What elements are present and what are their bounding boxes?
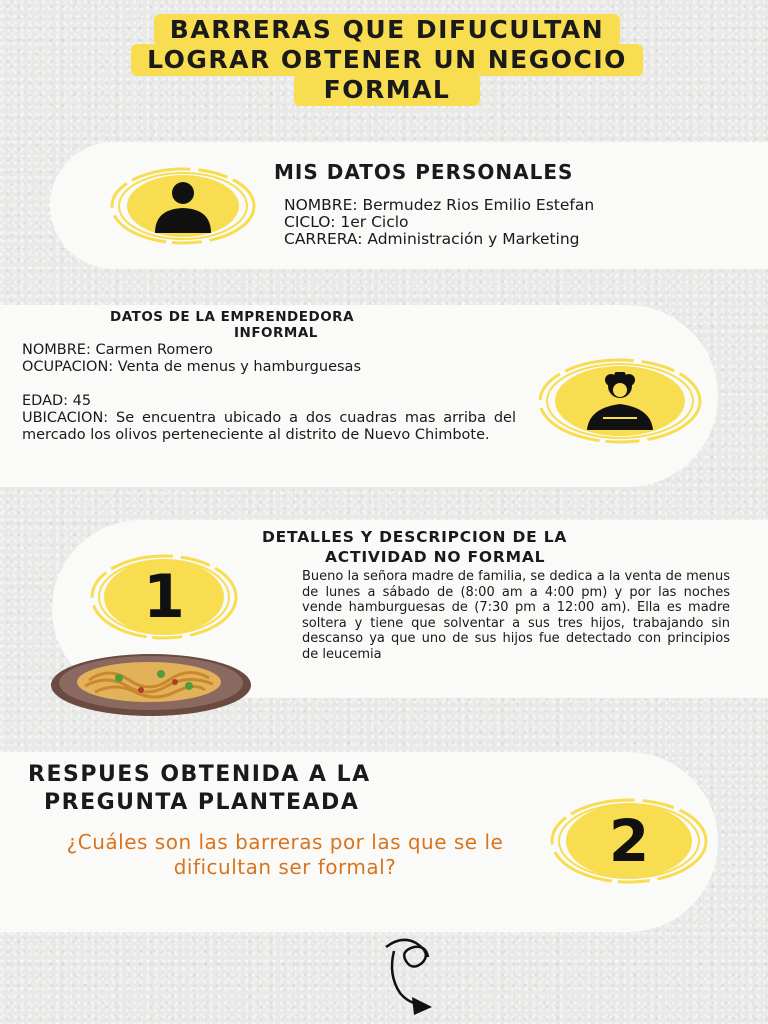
research-question: ¿Cuáles son las barreras por las que se le dificultan ser formal? — [66, 830, 504, 879]
title-line-1: BARRERAS QUE DIFUCULTAN — [154, 14, 620, 46]
personal-heading: MIS DATOS PERSONALES — [274, 160, 574, 184]
curly-arrow-down-icon — [376, 935, 446, 1019]
person-icon — [151, 181, 215, 235]
person-badge — [108, 165, 258, 247]
entrepreneur-heading-1: DATOS DE LA EMPRENDEDORA — [110, 309, 355, 325]
number-one-badge — [88, 552, 240, 642]
entrepreneur-age: EDAD: 45 — [22, 393, 92, 409]
entrepreneur-heading-2: INFORMAL — [234, 325, 318, 341]
answer-heading-1: RESPUES OBTENIDA A LA — [28, 762, 371, 787]
main-title — [54, 14, 720, 106]
step-number-two: 2 — [608, 807, 650, 875]
entrepreneur-occupation: OCUPACION: Venta de menus y hamburguesas — [22, 359, 361, 375]
answer-heading-2: PREGUNTA PLANTEADA — [44, 790, 360, 815]
title-line-2: LOGRAR OBTENER UN NEGOCIO — [131, 44, 643, 76]
activity-description: Bueno la señora madre de familia, se dedica a la venta de menus de lunes a sábado de (8:00 am a 4:00 pm) y por las noches vende hamburguesas de (7:30 pm a 12:00 am). Ella es madre soltera y tiene que solventar a sus tres hijos, trabajando sin descanso ya que uno de sus hijos fue detectado con principios de leucemia — [302, 569, 730, 662]
noodle-plate-icon — [49, 652, 253, 718]
personal-career: CARRERA: Administración y Marketing — [284, 230, 580, 248]
step-number-one: 1 — [143, 562, 185, 632]
entrepreneur-location: UBICACION: Se encuentra ubicado a dos cuadras mas arriba del mercado los olivos perteneciente al distrito de Nuevo Chimbote. — [22, 410, 516, 443]
woman-icon — [575, 372, 665, 432]
entrepreneur-name: NOMBRE: Carmen Romero — [22, 342, 213, 358]
activity-heading-2: ACTIVIDAD NO FORMAL — [325, 548, 546, 566]
personal-cycle: CICLO: 1er Ciclo — [284, 213, 409, 231]
woman-badge — [535, 356, 705, 446]
activity-heading-1: DETALLES Y DESCRIPCION DE LA — [262, 528, 568, 546]
title-line-3: FORMAL — [294, 74, 481, 106]
personal-name: NOMBRE: Bermudez Rios Emilio Estefan — [284, 196, 595, 214]
number-two-badge — [548, 796, 710, 886]
